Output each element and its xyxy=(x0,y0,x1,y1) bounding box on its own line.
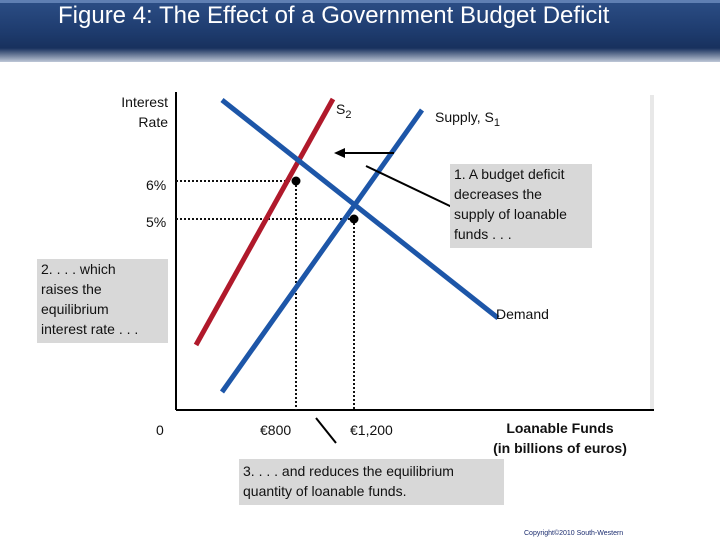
supply-s2-label xyxy=(336,99,351,125)
tick-label-1200: €1,200 xyxy=(350,422,393,438)
page-title: Figure 4: The Effect of a Government Budget Deficit xyxy=(58,2,610,29)
callout1-line4: funds . . . xyxy=(454,226,512,242)
callout-quantity xyxy=(239,459,504,505)
copyright: Copyright©2010 South-Western xyxy=(524,530,624,537)
supply-s2-label-main: S xyxy=(336,101,346,117)
demand-label: Demand xyxy=(496,306,549,322)
callout1-line3: supply of loanable xyxy=(454,206,567,222)
y-axis-label xyxy=(96,92,168,132)
supply-s1-label-main: Supply, S xyxy=(435,109,494,125)
callout2-line4: interest rate . . . xyxy=(41,321,139,337)
x-axis-label xyxy=(466,418,654,458)
callout1-line2: decreases the xyxy=(454,186,542,202)
callout2-line3: equilibrium xyxy=(41,301,109,317)
callout-budget-deficit xyxy=(450,164,592,248)
supply-s1-label-sub: 1 xyxy=(493,116,501,129)
x-axis-label-line2: (in billions of euros) xyxy=(493,440,627,456)
supply-s2-label-sub: 2 xyxy=(345,108,352,121)
callout3-pointer xyxy=(316,418,336,443)
x-axis-label-line1: Loanable Funds xyxy=(506,420,614,436)
callout2-line1: 2. . . . which xyxy=(41,261,116,277)
y-axis-label-line2: Rate xyxy=(138,114,168,130)
callout-interest-rate xyxy=(37,259,168,343)
supply-s1-label xyxy=(435,107,500,133)
y-axis-label-line1: Interest xyxy=(121,94,168,110)
tick-label-800: €800 xyxy=(260,422,292,438)
origin-label: 0 xyxy=(156,422,164,438)
callout2-line2: raises the xyxy=(41,281,102,297)
tick-label-6pct: 6% xyxy=(146,177,167,193)
callout3-line1: 3. . . . and reduces the equilibrium xyxy=(243,463,454,479)
new-equilibrium-point xyxy=(292,177,301,186)
callout1-line1: 1. A budget deficit xyxy=(454,166,565,182)
old-equilibrium-point xyxy=(350,215,359,224)
tick-label-5pct: 5% xyxy=(146,214,167,230)
callout3-line2: quantity of loanable funds. xyxy=(243,483,407,499)
